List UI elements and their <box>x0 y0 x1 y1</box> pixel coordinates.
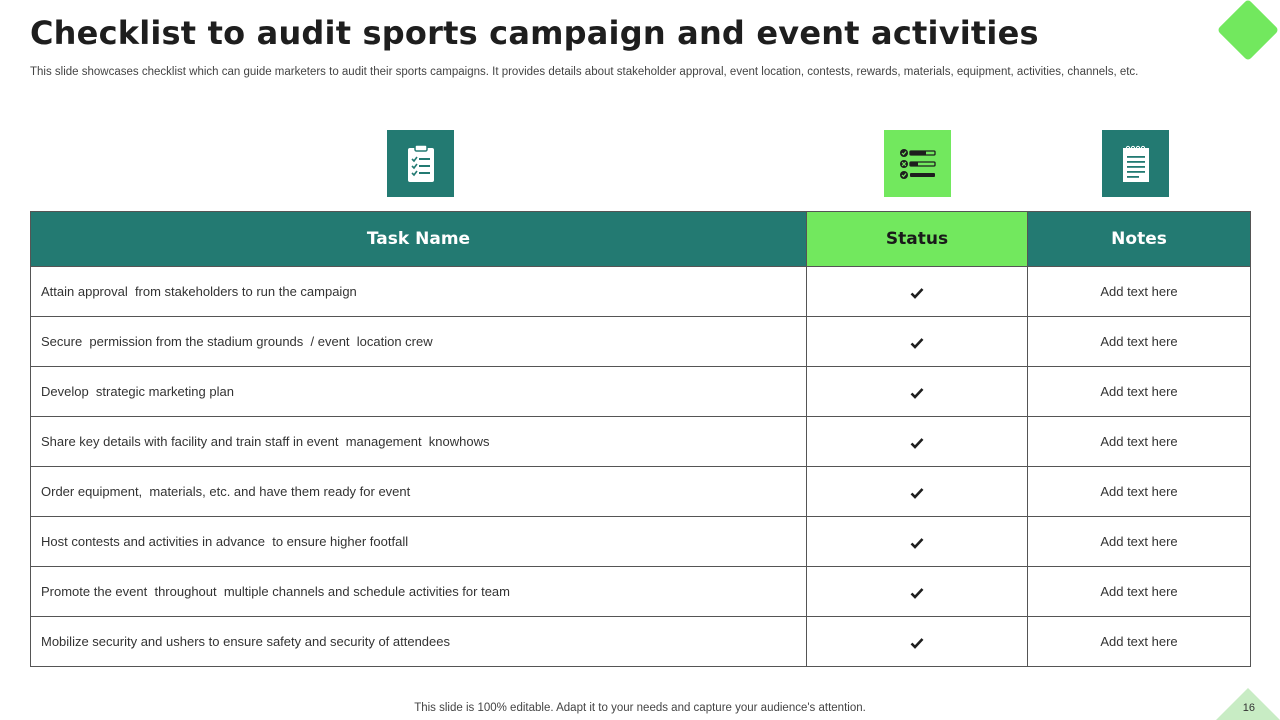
task-name-cell: Mobilize security and ushers to ensure safety and security of attendees <box>31 617 807 667</box>
notes-cell: Add text here <box>1028 567 1251 617</box>
notes-cell: Add text here <box>1028 417 1251 467</box>
task-column-icon-box <box>387 130 454 197</box>
table-row <box>31 467 1251 517</box>
task-name-cell: Secure permission from the stadium grounds / event location crew <box>31 317 807 367</box>
checkmark-icon <box>910 487 924 499</box>
checklist-bars-icon <box>899 147 937 181</box>
status-cell <box>807 567 1028 617</box>
table-header-row <box>31 212 1251 267</box>
checkmark-icon <box>910 387 924 399</box>
task-name-cell: Host contests and activities in advance to ensure higher footfall <box>31 517 807 567</box>
status-cell <box>807 317 1028 367</box>
clipboard-checklist-icon <box>406 144 436 184</box>
status-column-icon-box <box>884 130 951 197</box>
status-cell <box>807 467 1028 517</box>
notes-cell: Add text here <box>1028 367 1251 417</box>
table-row <box>31 617 1251 667</box>
checkmark-icon <box>910 337 924 349</box>
corner-diamond-decoration <box>1217 0 1279 61</box>
table-row <box>31 567 1251 617</box>
status-cell <box>807 267 1028 317</box>
task-name-cell: Develop strategic marketing plan <box>31 367 807 417</box>
slide-title: Checklist to audit sports campaign and event activities <box>30 14 1039 52</box>
status-header: Status <box>807 212 1028 267</box>
task-name-cell: Attain approval from stakeholders to run the campaign <box>31 267 807 317</box>
page-number-corner <box>1216 688 1280 720</box>
checkmark-icon <box>910 537 924 549</box>
task-name-cell: Order equipment, materials, etc. and have them ready for event <box>31 467 807 517</box>
checkmark-icon <box>910 587 924 599</box>
checkmark-icon <box>910 637 924 649</box>
table-row <box>31 517 1251 567</box>
notes-cell: Add text here <box>1028 267 1251 317</box>
task-name-header: Task Name <box>31 212 807 267</box>
status-cell <box>807 517 1028 567</box>
notes-cell: Add text here <box>1028 517 1251 567</box>
notes-cell: Add text here <box>1028 467 1251 517</box>
checkmark-icon <box>910 437 924 449</box>
slide-footer: This slide is 100% editable. Adapt it to your needs and capture your audience's attention. <box>414 702 866 714</box>
table-row <box>31 317 1251 367</box>
slide-subtitle: This slide showcases checklist which can guide marketers to audit their sports campaigns. It provides details about stakeholder approval, event location, contests, rewards, materials, equipment, activities, channels, etc. <box>30 66 1139 78</box>
status-cell <box>807 367 1028 417</box>
status-cell <box>807 617 1028 667</box>
table-row <box>31 367 1251 417</box>
audit-checklist-table <box>30 211 1251 667</box>
task-name-cell: Share key details with facility and train staff in event management knowhows <box>31 417 807 467</box>
task-name-cell: Promote the event throughout multiple channels and schedule activities for team <box>31 567 807 617</box>
table-row <box>31 417 1251 467</box>
notes-cell: Add text here <box>1028 317 1251 367</box>
table-row <box>31 267 1251 317</box>
page-number: 16 <box>1242 702 1255 714</box>
notes-cell: Add text here <box>1028 617 1251 667</box>
notepad-icon <box>1121 144 1151 184</box>
notes-header: Notes <box>1028 212 1251 267</box>
status-cell <box>807 417 1028 467</box>
checkmark-icon <box>910 287 924 299</box>
notes-column-icon-box <box>1102 130 1169 197</box>
